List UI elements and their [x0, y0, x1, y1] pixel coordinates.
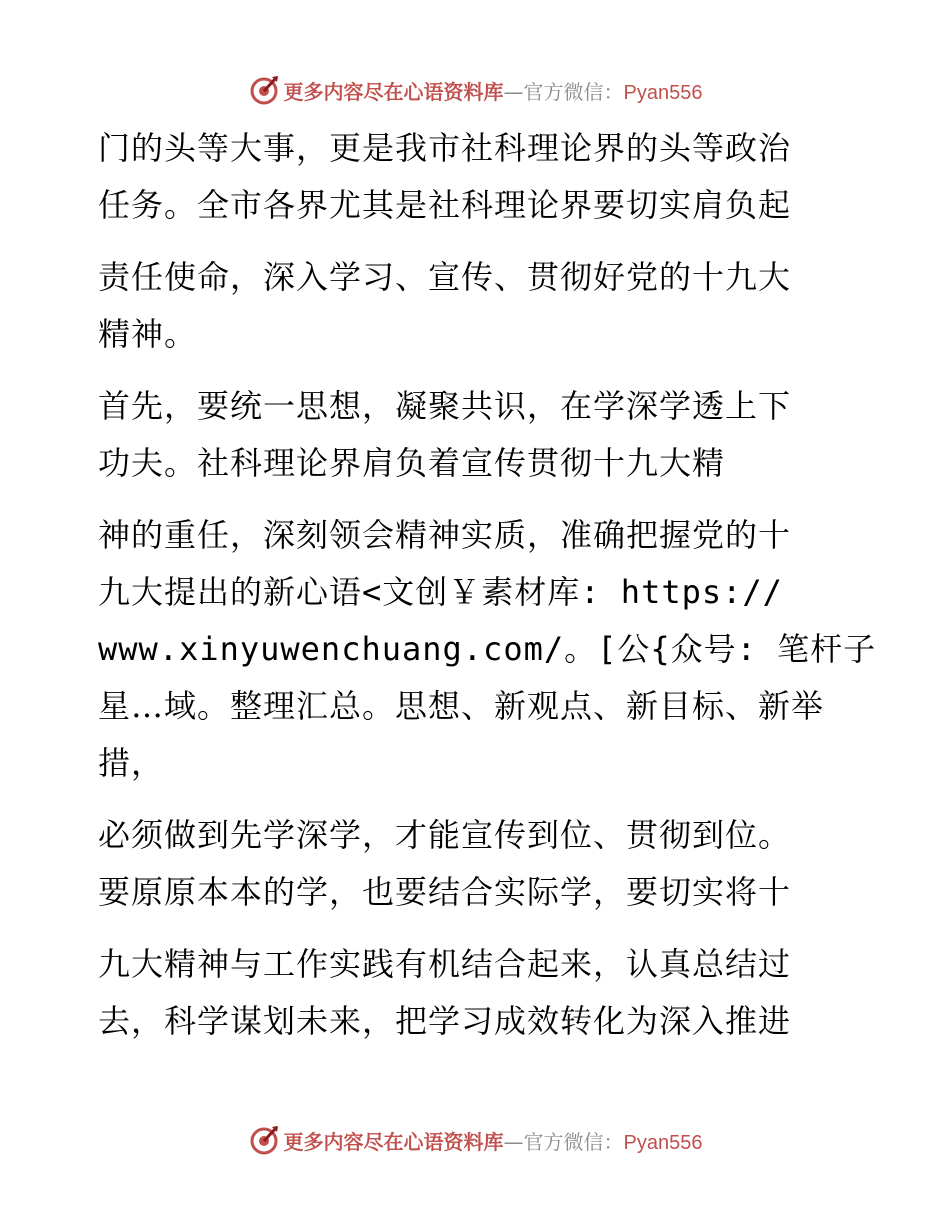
text-line-5: 首先，要统一思想，凝聚共识，在学深学透上下 — [98, 387, 792, 425]
watermark-main-text: 更多内容尽在心语资料库 — [283, 1129, 504, 1154]
logo-icon — [248, 1124, 280, 1156]
text-line-1: 门的头等大事，更是我市社科理论界的头等政治 — [98, 129, 792, 167]
watermark-dash: — — [503, 79, 524, 104]
watermark-dash: — — [503, 1129, 524, 1154]
text-line-12: 必须做到先学深学，才能宣传到位、贯彻到位。 — [98, 816, 792, 854]
text-line-2: 任务。全市各界尤其是社科理论界要切实肩负起 — [98, 186, 792, 224]
header-watermark — [0, 70, 950, 110]
text-line-8: 九大提出的新心语<文创￥素材库: https:// — [98, 573, 783, 611]
text-line-15: 去，科学谋划未来，把学习成效转化为深入推进 — [98, 1002, 792, 1040]
watermark-id-text: Pyan556 — [623, 1131, 703, 1154]
watermark-id-text: Pyan556 — [623, 81, 703, 104]
text-line-7: 神的重任，深刻领会精神实质，准确把握党的十 — [98, 516, 792, 554]
text-line-3: 责任使命，深入学习、宣传、贯彻好党的十九大 — [98, 258, 792, 296]
watermark-sub-text: 官方微信： — [523, 1129, 624, 1154]
watermark-main-text: 更多内容尽在心语资料库 — [283, 79, 504, 104]
watermark-sub-text: 官方微信： — [523, 79, 624, 104]
text-line-4: 精神。 — [98, 315, 198, 353]
text-line-13: 要原原本本的学，也要结合实际学，要切实将十 — [98, 873, 792, 911]
document-body — [98, 122, 878, 1040]
logo-icon — [248, 74, 280, 106]
text-line-11: 措， — [98, 744, 165, 782]
text-line-9: www.xinyuwenchuang.com/。[公{众号: 笔杆子 — [98, 630, 877, 668]
text-line-6: 功夫。社科理论界肩负着宣传贯彻十九大精 — [98, 444, 726, 482]
text-line-10: 星…域。整理汇总。思想、新观点、新目标、新举 — [98, 687, 825, 725]
text-line-14: 九大精神与工作实践有机结合起来，认真总结过 — [98, 945, 792, 983]
footer-watermark — [0, 1120, 950, 1160]
